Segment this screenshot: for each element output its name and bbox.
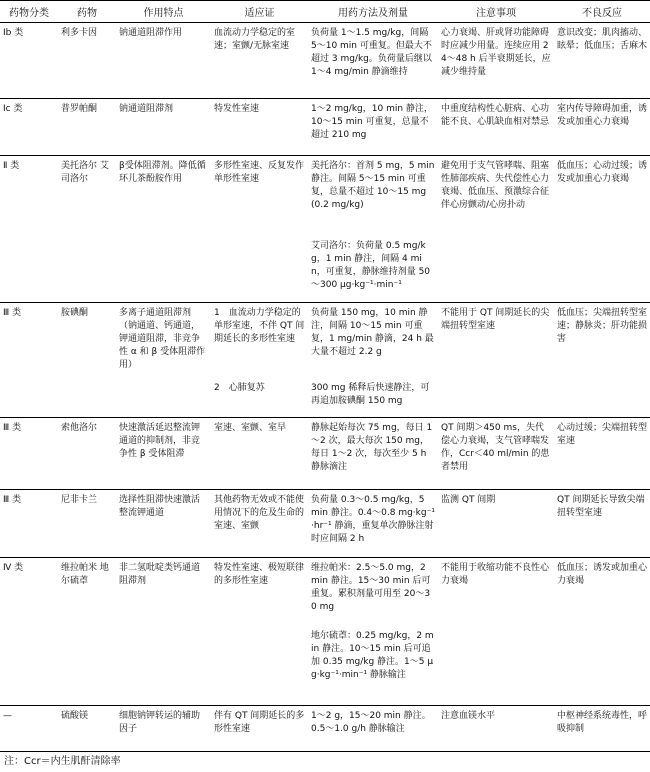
adverse-cell: 意识改变；肌肉搐动、眩晕；低血压；舌麻木 — [554, 23, 650, 99]
caution-cell: 中重度结构性心脏病、心功能不良、心肌缺血相对禁忌 — [438, 99, 554, 156]
header-cell: 不良反应 — [554, 1, 650, 23]
caution-cell: 不能用于收缩功能不良性心力衰竭 — [438, 558, 554, 706]
dose-cell: 维拉帕米：2.5～5.0 mg，2 min 静注。15～30 min 后可重复。累积剂量可用至 20～30 mg — [311, 563, 431, 612]
caution-cell: QT 间期＞450 ms，失代偿心力衰竭，支气管哮喘发作，Ccr＜40 ml/min 的患者禁用 — [438, 418, 554, 490]
indication-cell: 伴有 QT 间期延长的多形性室速 — [211, 706, 308, 752]
table-row — [0, 418, 650, 490]
dose-cell: 1～2 g，15～20 min 静注。0.5～1.0 g/h 静脉输注 — [308, 706, 438, 752]
table-header-row — [0, 1, 650, 23]
header-cell: 药物分类 — [0, 1, 58, 23]
dose-cell: 负荷量 0.3～0.5 mg/kg，5 min 静注。0.4～0.8 mg·kg⁻¹·hr⁻¹ 静滴，重复单次静脉注射时应间隔 2 h — [308, 490, 438, 558]
header-cell: 注意事项 — [438, 1, 554, 23]
class-cell: — — [0, 706, 58, 752]
feature-cell: 细胞钠钾转运的辅助因子 — [116, 706, 211, 752]
class-cell: Ⅲ 类 — [0, 418, 58, 490]
footnote: 注：Ccr＝内生肌酐清除率 — [4, 756, 121, 767]
class-cell: Ⅳ 类 — [0, 558, 58, 706]
indication-cell: 室速、室颤、室早 — [211, 418, 308, 490]
drug-cell: 硫酸镁 — [58, 706, 116, 752]
caution-cell: 不能用于 QT 间期延长的尖端扭转型室速 — [438, 303, 554, 418]
table-row — [0, 706, 650, 752]
dose-cell: 负荷量 1～1.5 mg/kg，间隔 5～10 min 可重复。但最大不超过 3 mg/kg。负荷量后继以 1～4 mg/min 静滴维持 — [308, 23, 438, 99]
header-cell: 用药方法及剂量 — [308, 1, 438, 23]
indication-cell: 特发性室速 — [211, 99, 308, 156]
adverse-cell: 心动过缓；尖端扭转型室速 — [554, 418, 650, 490]
table-row — [0, 99, 650, 156]
dose-cell: 静脉起始每次 75 mg，每日 1～2 次，最大每次 150 mg，每日 1～2 次，每次至少 5 h 静脉滴注 — [308, 418, 438, 490]
caution-cell: 避免用于支气管哮喘、阻塞性肺部疾病、失代偿性心力衰竭、低血压、预激综合征伴心房颤动/心房扑动 — [438, 156, 554, 303]
table-row — [0, 490, 650, 558]
drug-cell: 尼非卡兰 — [58, 490, 116, 558]
indication-cell: 多形性室速、反复发作单形性室速 — [211, 156, 308, 303]
dose-cell: 负荷量 150 mg，10 min 静注，间隔 10～15 min 可重复，1 mg/min 静滴，24 h 最大量不超过 2.2 g — [311, 308, 434, 357]
dose-cell: 美托洛尔：首剂 5 mg，5 min 静注。间隔 5～15 min 可重复，总量不超过 10～15 mg(0.2 mg/kg) — [311, 161, 435, 210]
class-cell: Ⅰb 类 — [0, 23, 58, 99]
table-row — [0, 23, 650, 99]
class-cell: Ⅱ 类 — [0, 156, 58, 303]
feature-cell: 非二氢吡啶类钙通道阻滞剂 — [116, 558, 211, 706]
table-row — [0, 303, 650, 378]
indication-cell: 特发性室速、极短联律的多形性室速 — [211, 558, 308, 706]
adverse-cell: 低血压；心动过缓；诱发或加重心力衰竭 — [554, 156, 650, 303]
indication-cell: 血流动力学稳定的室速；室颤/无脉室速 — [211, 23, 308, 99]
dose-cell: 1～2 mg/kg，10 min 静注，10～15 min 可重复，总量不超过 210 mg — [308, 99, 438, 156]
dose-cell: 艾司洛尔：负荷量 0.5 mg/kg，1 min 静注，间隔 4 min，可重复，静脉维持剂量 50～300 μg·kg⁻¹·min⁻¹ — [308, 236, 438, 303]
adverse-cell: 中枢神经系统毒性，呼吸抑制 — [554, 706, 650, 752]
class-cell: Ic 类 — [0, 99, 58, 156]
feature-cell: 钠通道阻滞剂 — [116, 99, 211, 156]
adverse-cell: 低血压；尖端扭转型室速；静脉炎；肝功能损害 — [554, 303, 650, 418]
indication-cell: 1 血流动力学稳定的单形室速，不伴 QT 间期延长的多形性室速 — [214, 308, 305, 344]
drug-cell: 维拉帕米 地尔硫䓬 — [58, 558, 116, 706]
table-row — [0, 558, 650, 626]
caution-cell: 监测 QT 间期 — [438, 490, 554, 558]
feature-cell: 钠通道阻滞作用 — [116, 23, 211, 99]
header-cell: 作用特点 — [116, 1, 211, 23]
feature-cell: 多离子通道阻滞剂（钠通道、钙通道，钾通道阻滞，非竞争性 α 和 β 受体阻滞作用） — [116, 303, 211, 418]
indication-cell: 其他药物无效或不能使用情况下的危及生命的室速、室颤 — [211, 490, 308, 558]
drug-cell: 美托洛尔 艾司洛尔 — [58, 156, 116, 303]
adverse-cell: 低血压；诱发或加重心力衰竭 — [554, 558, 650, 706]
feature-cell: 快速激活延迟整流钾通道的抑制剂，非竞争性 β 受体阻滞 — [116, 418, 211, 490]
header-cell: 适应证 — [211, 1, 308, 23]
class-cell: Ⅲ 类 — [0, 303, 58, 418]
table-row — [0, 156, 650, 236]
drug-cell: 索他洛尔 — [58, 418, 116, 490]
adverse-cell: QT 间期延长导致尖端扭转型室速 — [554, 490, 650, 558]
adverse-cell: 室内传导障碍加重，诱发或加重心力衰竭 — [554, 99, 650, 156]
feature-cell: 选择性阻滞快速激活整流钾通道 — [116, 490, 211, 558]
header-cell: 药物 — [58, 1, 116, 23]
class-cell: Ⅲ 类 — [0, 490, 58, 558]
drug-cell: 普罗帕酮 — [58, 99, 116, 156]
dose-cell: 地尔硫䓬：0.25 mg/kg，2 min 静注。10～15 min 后可追加 0.35 mg/kg 静注。1～5 μg·kg⁻¹·min⁻¹ 静脉输注 — [308, 626, 438, 706]
dose-cell: 300 mg 稀释后快速静注，可再追加胺碘酮 150 mg — [308, 378, 438, 418]
drug-cell: 利多卡因 — [58, 23, 116, 99]
caution-cell: 心力衰竭、肝或肾功能障碍时应减少用量。连续应用 24～48 h 后半衰期延长，应减少维持量 — [438, 23, 554, 99]
caution-cell: 注意血镁水平 — [438, 706, 554, 752]
indication-cell: 2 心肺复苏 — [211, 378, 308, 418]
feature-cell: β受体阻滞剂。降低循环儿茶酚胺作用 — [116, 156, 211, 303]
drug-cell: 胺碘酮 — [58, 303, 116, 418]
